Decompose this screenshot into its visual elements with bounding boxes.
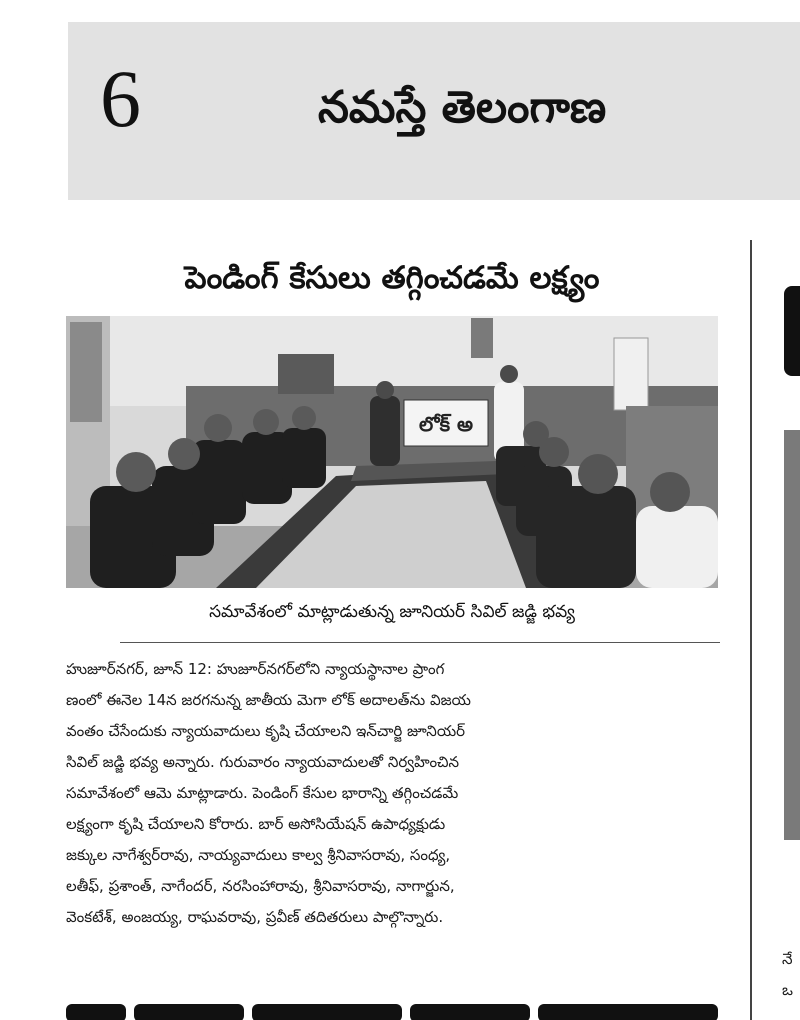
article-body xyxy=(66,654,718,933)
banner-text: లోక్ అ xyxy=(418,412,474,436)
right-column-line: నే xyxy=(782,950,793,968)
column-divider xyxy=(750,240,752,1020)
right-column-photo-fragment xyxy=(784,430,800,840)
caption-divider xyxy=(120,642,720,643)
photo-caption: సమావేశంలో మాట్లాడుతున్న జూనియర్ సివిల్ జడ్జి భవ్య xyxy=(209,602,575,622)
page-number: 6 xyxy=(100,53,141,144)
body-line: జక్కుల నాగేశ్వర్‌రావు, నాయ్యవాదులు కాల్వ శ్రీనివాసరావు, సంధ్య, xyxy=(66,846,451,864)
body-line: లతీఫ్, ప్రశాంత్, నాగేందర్, నరసింహారావు, శ్రీనివాసరావు, నాగార్జున, xyxy=(66,877,455,895)
body-line: వెంకటేశ్, అంజయ్య, రాఘవరావు, ప్రవీణ్ తదితరులు పాల్గొన్నారు. xyxy=(66,908,444,926)
article-headline: పెండింగ్ కేసులు తగ్గించడమే లక్ష్యం xyxy=(184,260,600,296)
body-line: లక్ష్యంగా కృషి చేయాలని కోరారు. బార్ అసోసియేషన్ ఉపాధ్యక్షుడు xyxy=(66,815,446,833)
body-line: వంతం చేసేందుకు న్యాయవాదులు కృషి చేయాలని ఇన్‌చార్జి జూనియర్ xyxy=(66,722,466,740)
article-photo xyxy=(66,316,718,588)
next-article-headline-cutoff xyxy=(66,1004,726,1020)
body-line: హుజూర్‌నగర్, జూన్ 12: హుజూర్‌నగర్‌లోని న్యాయస్థానాల ప్రాంగ xyxy=(66,660,445,678)
body-line: ణంలో ఈనెల 14న జరగనున్న జాతీయ మెగా లోక్ అదాలత్‌ను విజయ xyxy=(66,691,471,709)
body-line: సమావేశంలో ఆమె మాట్లాడారు. పెండింగ్ కేసుల భారాన్ని తగ్గించడమే xyxy=(66,784,459,802)
right-column-headline-fragment xyxy=(784,286,800,376)
body-line: సివిల్ జడ్జి భవ్య అన్నారు. గురువారం న్యాయవాదులతో నిర్వహించిన xyxy=(66,753,460,771)
right-column-text xyxy=(782,944,800,1006)
right-column-line: ఒ xyxy=(782,981,793,999)
newspaper-name: నమస్తే తెలంగాణ xyxy=(318,82,607,133)
